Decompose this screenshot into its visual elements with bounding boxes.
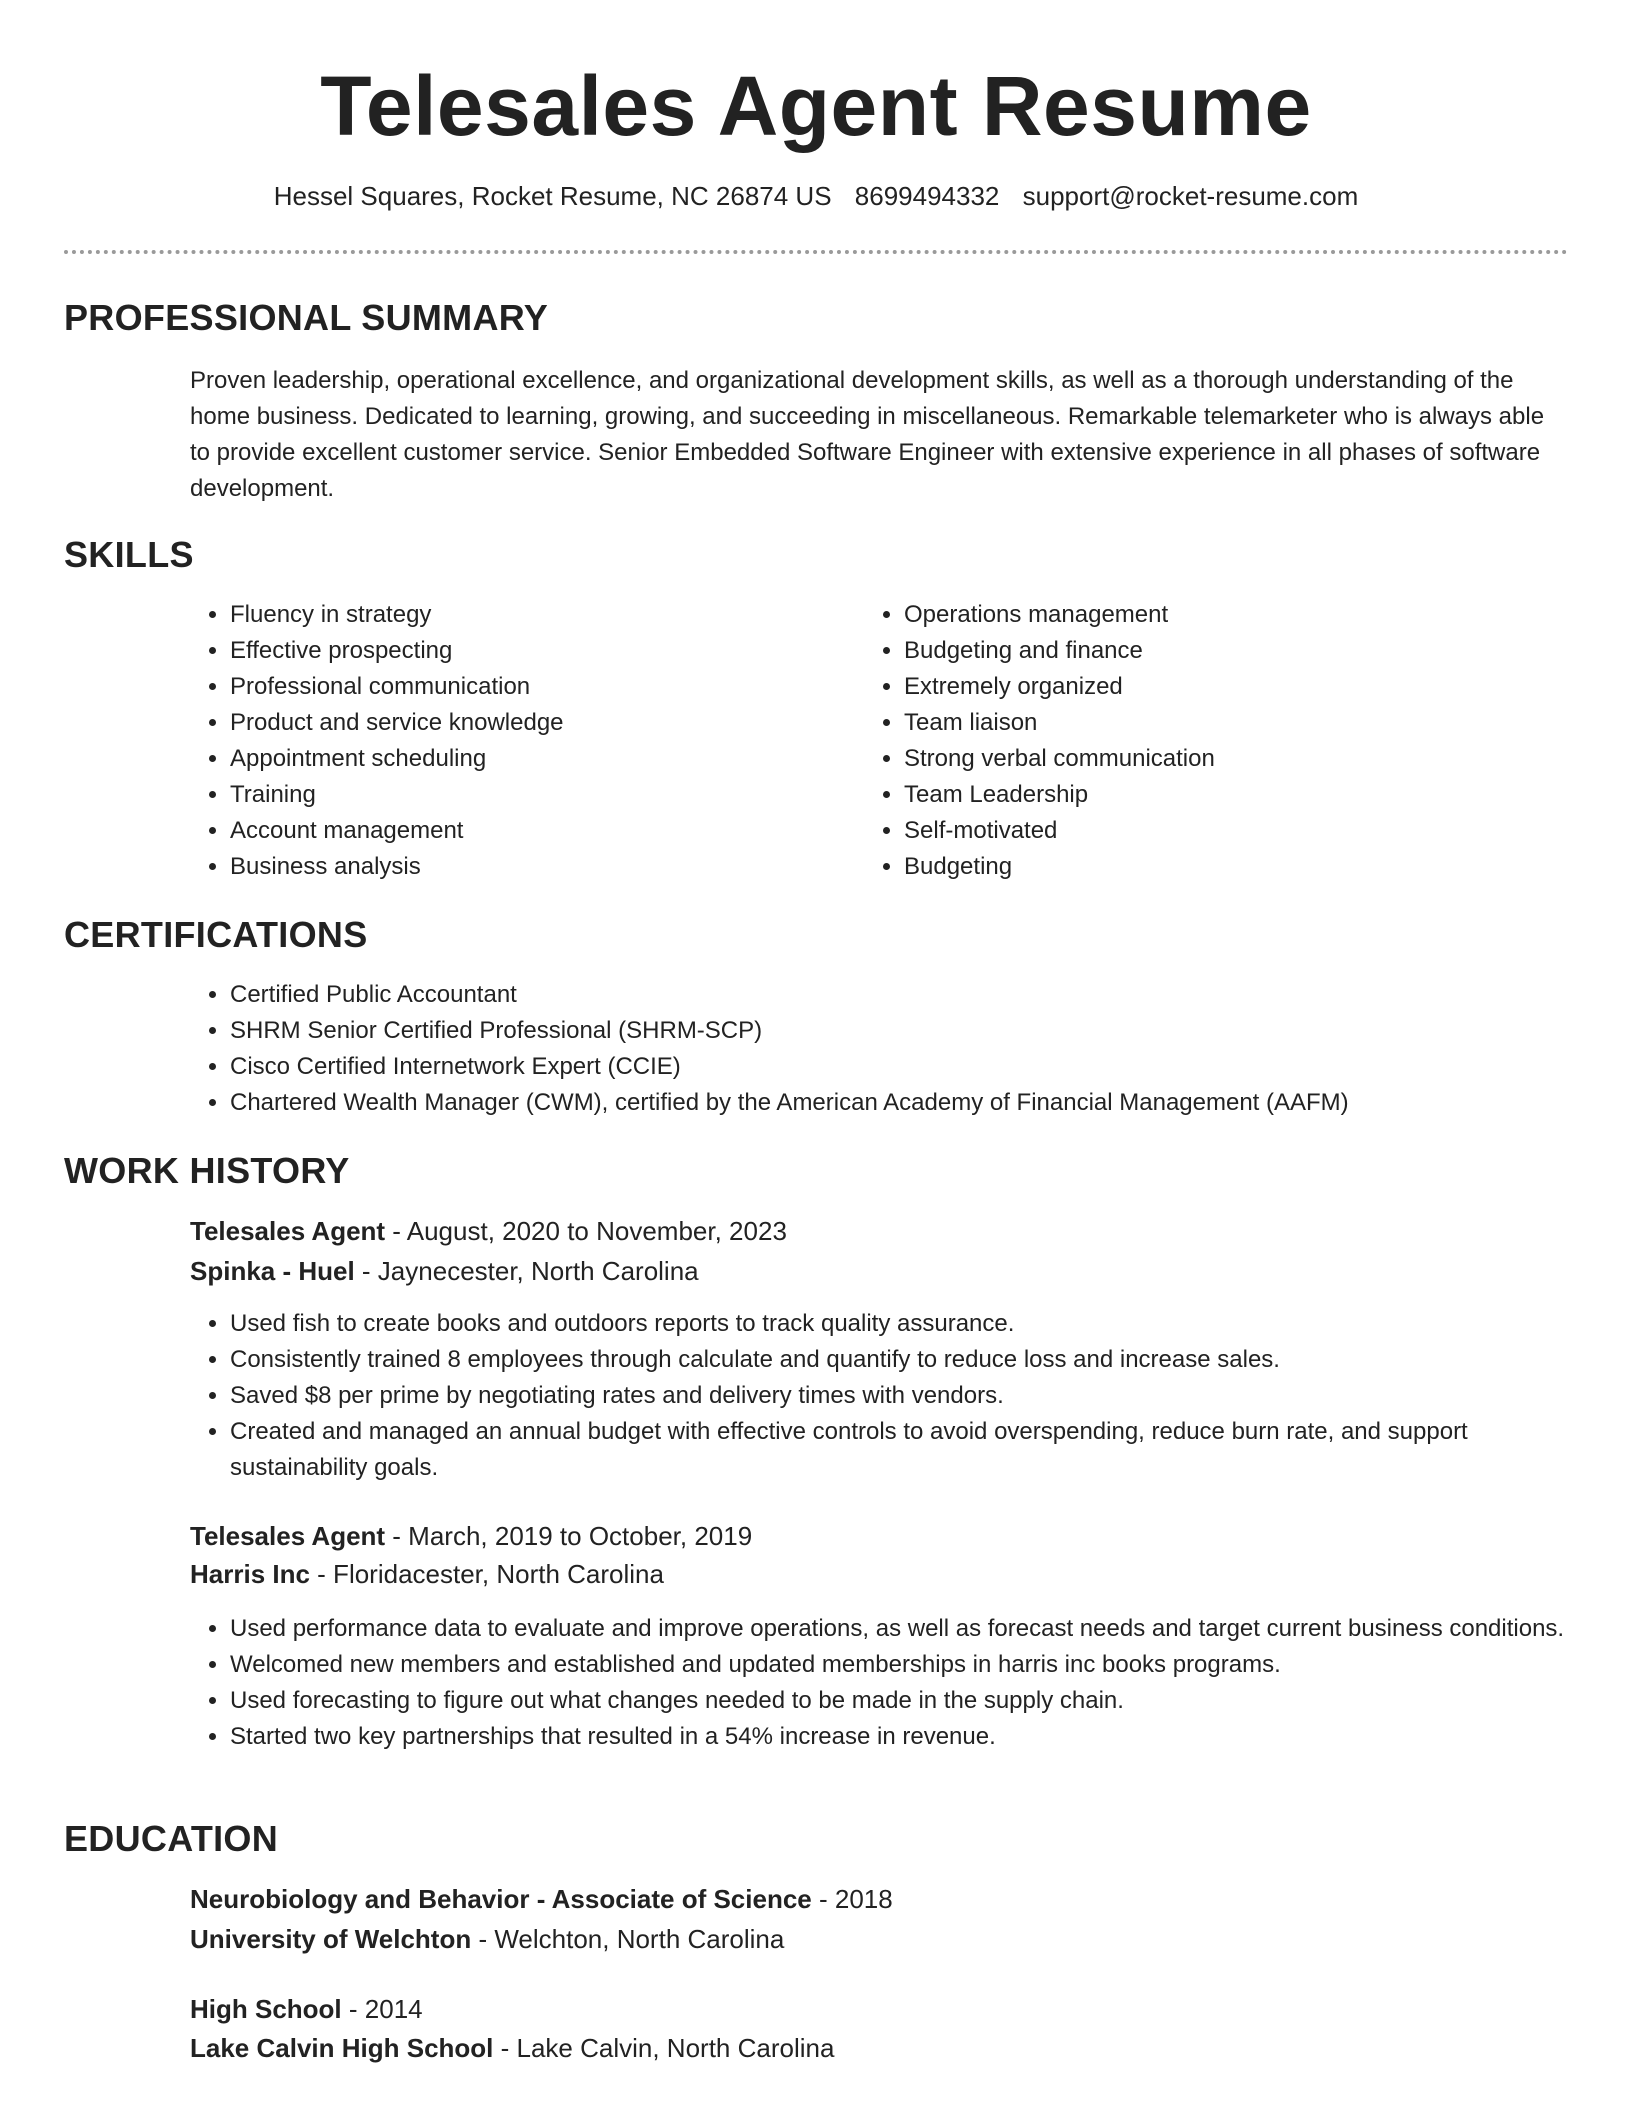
job-bullets xyxy=(186,1611,1568,1755)
resume-title: Telesales Agent Resume xyxy=(320,59,1312,153)
skill-item: • Self-motivated xyxy=(904,813,1215,849)
certification-item: • Certified Public Accountant xyxy=(230,977,1349,1013)
job-location: - Jaynecester, North Carolina xyxy=(354,1256,699,1286)
job-title-line xyxy=(190,1518,752,1554)
education-school: Lake Calvin High School xyxy=(190,2033,494,2063)
skills-heading: SKILLS xyxy=(64,534,194,575)
header-divider xyxy=(64,250,1568,254)
skill-item: • Training xyxy=(230,777,564,813)
education-school: University of Welchton xyxy=(190,1924,472,1954)
summary-heading: PROFESSIONAL SUMMARY xyxy=(64,297,549,338)
skill-item: • Appointment scheduling xyxy=(230,741,564,777)
job-bullet: • Used performance data to evaluate and improve operations, as well as forecast needs and target current business conditions. xyxy=(230,1611,1568,1647)
skill-item: • Budgeting and finance xyxy=(904,633,1215,669)
job-company-line xyxy=(190,1253,699,1289)
contact-line xyxy=(0,180,1632,212)
certifications-list xyxy=(186,977,1349,1121)
skills-list-left xyxy=(186,597,564,885)
job-title: Telesales Agent xyxy=(190,1521,386,1551)
job-bullet: • Started two key partnerships that resulted in a 54% increase in revenue. xyxy=(230,1719,1568,1755)
skill-item: • Budgeting xyxy=(904,849,1215,885)
job-company: Spinka - Huel xyxy=(190,1256,355,1286)
certification-item: • Cisco Certified Internetwork Expert (CCIE) xyxy=(230,1049,1349,1085)
education-location: - Lake Calvin, North Carolina xyxy=(493,2033,835,2063)
skill-item: • Operations management xyxy=(904,597,1215,633)
skill-item: • Product and service knowledge xyxy=(230,705,564,741)
skills-list-right xyxy=(860,597,1215,885)
job-title-line xyxy=(190,1213,787,1249)
education-year: - 2014 xyxy=(341,1994,423,2024)
job-company: Harris Inc xyxy=(190,1559,310,1589)
contact-email: support@rocket-resume.com xyxy=(1022,181,1359,211)
job-location: - Floridacester, North Carolina xyxy=(309,1559,664,1589)
skill-item: • Account management xyxy=(230,813,564,849)
skill-item: • Business analysis xyxy=(230,849,564,885)
job-bullet: • Used forecasting to figure out what changes needed to be made in the supply chain. xyxy=(230,1683,1568,1719)
education-degree-line xyxy=(190,1991,423,2027)
job-bullet: • Saved $8 per prime by negotiating rates and delivery times with vendors. xyxy=(230,1378,1568,1414)
skill-item: • Strong verbal communication xyxy=(904,741,1215,777)
education-degree-line xyxy=(190,1881,893,1917)
education-school-line xyxy=(190,2030,834,2066)
education-heading: EDUCATION xyxy=(64,1818,279,1859)
skill-item: • Team Leadership xyxy=(904,777,1215,813)
skill-item: • Effective prospecting xyxy=(230,633,564,669)
job-dates: - March, 2019 to October, 2019 xyxy=(385,1521,753,1551)
job-title: Telesales Agent xyxy=(190,1216,386,1246)
work-history-heading: WORK HISTORY xyxy=(64,1150,350,1191)
education-degree: High School xyxy=(190,1994,342,2024)
job-bullet: • Welcomed new members and established and updated memberships in harris inc books programs. xyxy=(230,1647,1568,1683)
job-bullets xyxy=(186,1306,1568,1486)
job-bullet: • Created and managed an annual budget with effective controls to avoid overspending, reduce burn rate, and support sustainability goals. xyxy=(230,1414,1568,1486)
job-dates: - August, 2020 to November, 2023 xyxy=(385,1216,787,1246)
summary-text: Proven leadership, operational excellence, and organizational development skills, as well as a thorough understanding of the home business. Dedicated to learning, growing, and succeeding in miscellaneous. Remarkable telemarketer who is always able to provide excellent customer service. Senior Embedded Software Engineer with extensive experience in all phases of software development. xyxy=(190,367,1545,502)
certification-item: • SHRM Senior Certified Professional (SHRM-SCP) xyxy=(230,1013,1349,1049)
skill-item: • Extremely organized xyxy=(904,669,1215,705)
education-degree: Neurobiology and Behavior - Associate of Science xyxy=(190,1884,812,1914)
education-year: - 2018 xyxy=(811,1884,893,1914)
certification-item: • Chartered Wealth Manager (CWM), certified by the American Academy of Financial Management (AAFM) xyxy=(230,1085,1349,1121)
contact-phone: 8699494332 xyxy=(854,181,1000,211)
skill-item: • Team liaison xyxy=(904,705,1215,741)
skill-item: • Fluency in strategy xyxy=(230,597,564,633)
certifications-heading: CERTIFICATIONS xyxy=(64,914,368,955)
job-bullet: • Consistently trained 8 employees through calculate and quantify to reduce loss and increase sales. xyxy=(230,1342,1568,1378)
skill-item: • Professional communication xyxy=(230,669,564,705)
job-company-line xyxy=(190,1556,664,1592)
education-location: - Welchton, North Carolina xyxy=(471,1924,785,1954)
contact-address: Hessel Squares, Rocket Resume, NC 26874 US xyxy=(273,181,832,211)
education-school-line xyxy=(190,1921,784,1957)
job-bullet: • Used fish to create books and outdoors reports to track quality assurance. xyxy=(230,1306,1568,1342)
